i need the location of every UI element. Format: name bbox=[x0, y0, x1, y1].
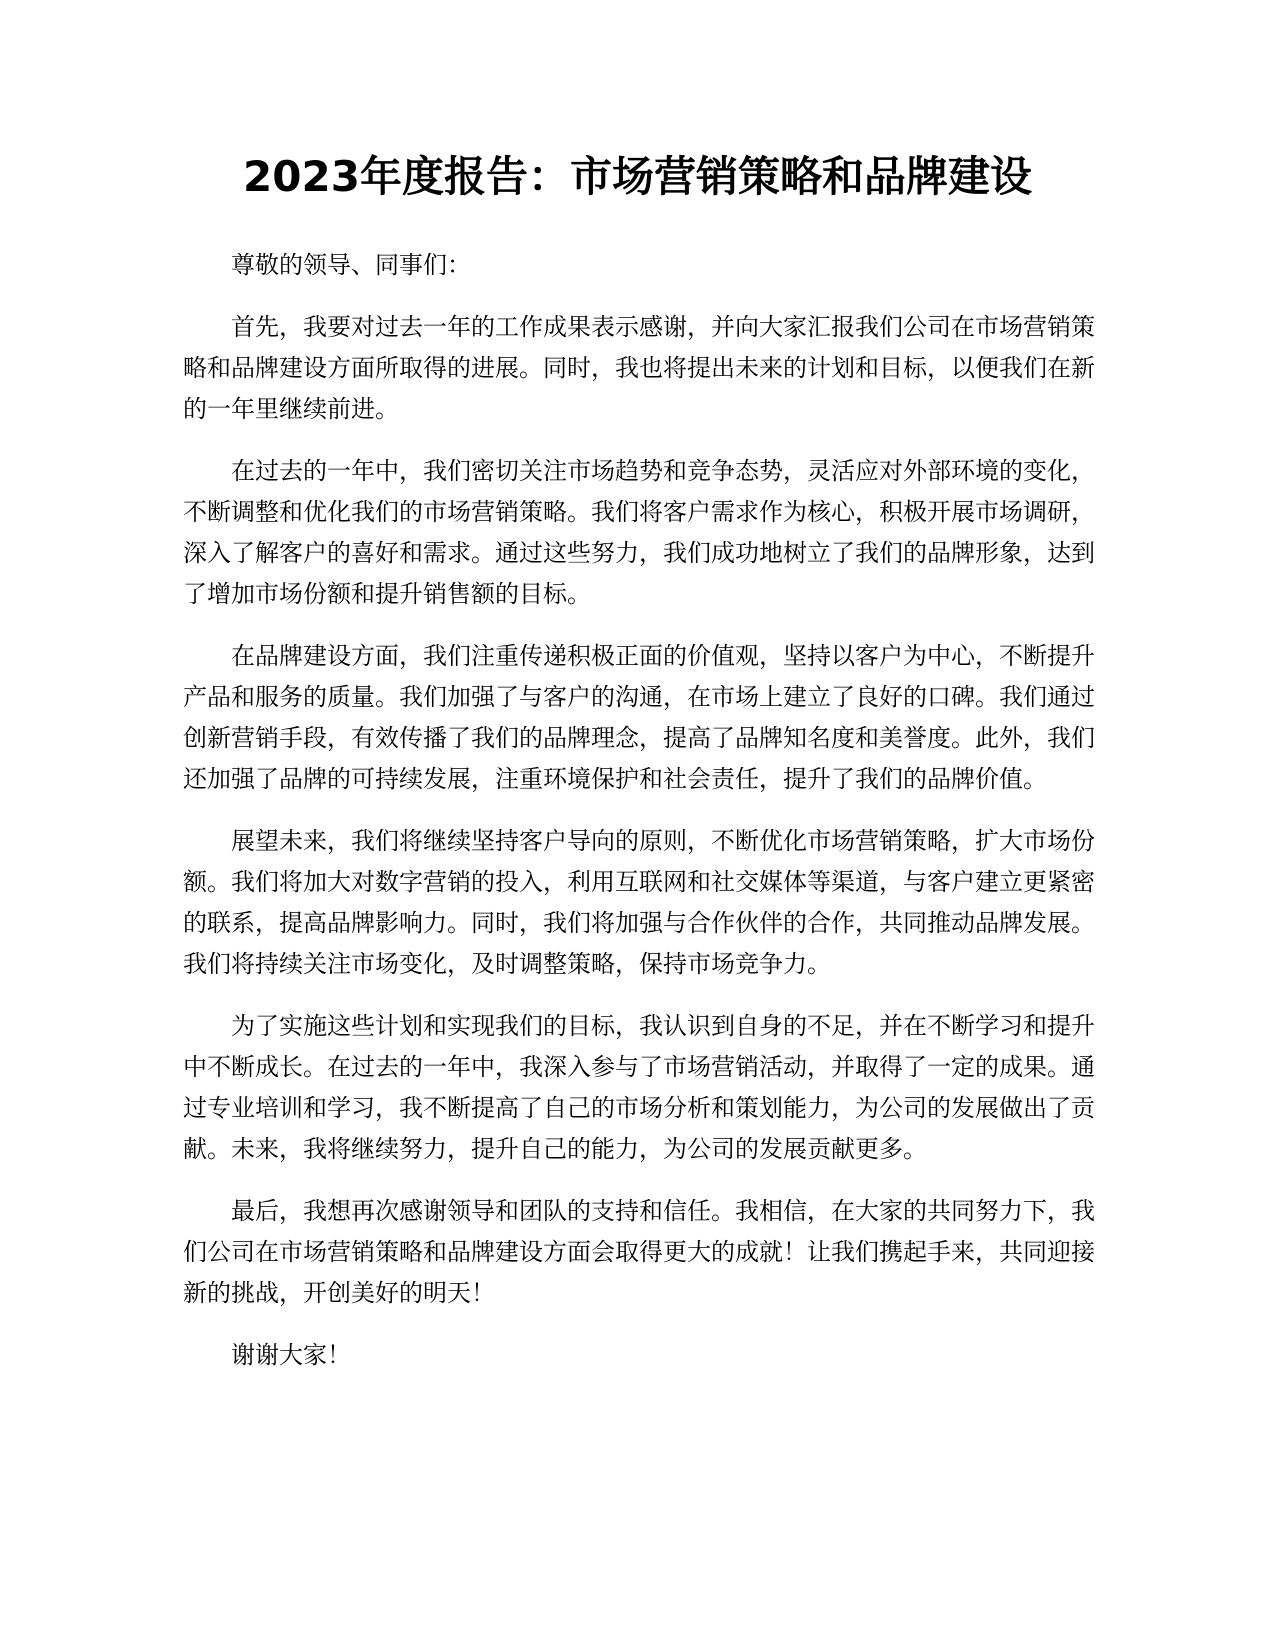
closing-paragraph: 谢谢大家！ bbox=[231, 1341, 351, 1369]
document-body bbox=[183, 245, 1095, 1397]
body-paragraph: 为了实施这些计划和实现我们的目标，我认识到自身的不足，并在不断学习和提升中不断成长。在过去的一年中，我深入参与了市场营销活动，并取得了一定的成果。通过专业培训和学习，我不断提高了自己的市场分析和策划能力，为公司的发展做出了贡献。未来，我将继续努力，提升自己的能力，为公司的发展贡献更多。 bbox=[183, 1012, 1095, 1163]
body-paragraph: 展望未来，我们将继续坚持客户导向的原则，不断优化市场营销策略，扩大市场份额。我们将加大对数字营销的投入，利用互联网和社交媒体等渠道，与客户建立更紧密的联系，提高品牌影响力。同时，我们将加强与合作伙伴的合作，共同推动品牌发展。我们将持续关注市场变化，及时调整策略，保持市场竞争力。 bbox=[183, 827, 1095, 978]
body-paragraph: 在过去的一年中，我们密切关注市场趋势和竞争态势，灵活应对外部环境的变化，不断调整和优化我们的市场营销策略。我们将客户需求作为核心，积极开展市场调研，深入了解客户的喜好和需求。通过这些努力，我们成功地树立了我们的品牌形象，达到了增加市场份额和提升销售额的目标。 bbox=[183, 457, 1095, 608]
salutation-paragraph: 尊敬的领导、同事们： bbox=[231, 251, 471, 279]
document-title: 2023年度报告：市场营销策略和品牌建设 bbox=[243, 152, 1032, 201]
body-paragraph: 首先，我要对过去一年的工作成果表示感谢，并向大家汇报我们公司在市场营销策略和品牌建设方面所取得的进展。同时，我也将提出未来的计划和目标，以便我们在新的一年里继续前进。 bbox=[183, 313, 1095, 423]
body-paragraph: 最后，我想再次感谢领导和团队的支持和信任。我相信，在大家的共同努力下，我们公司在市场营销策略和品牌建设方面会取得更大的成就！让我们携起手来，共同迎接新的挑战，开创美好的明天！ bbox=[183, 1197, 1095, 1307]
body-paragraph: 在品牌建设方面，我们注重传递积极正面的价值观，坚持以客户为中心，不断提升产品和服务的质量。我们加强了与客户的沟通，在市场上建立了良好的口碑。我们通过创新营销手段，有效传播了我们的品牌理念，提高了品牌知名度和美誉度。此外，我们还加强了品牌的可持续发展，注重环境保护和社会责任，提升了我们的品牌价值。 bbox=[183, 642, 1095, 793]
